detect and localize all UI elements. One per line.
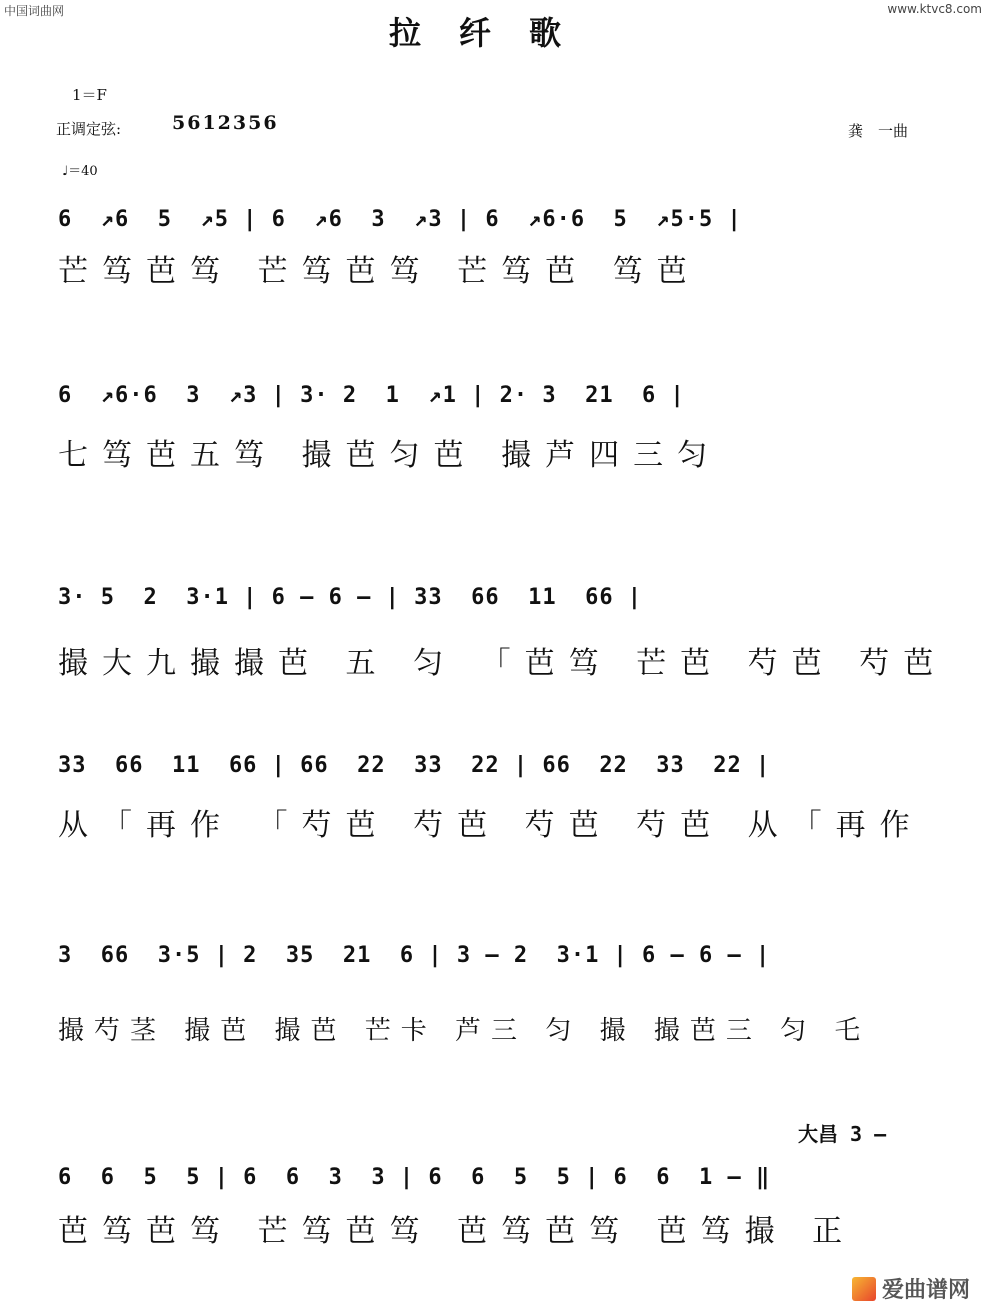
score-row-6 — [58, 1122, 948, 1270]
score-row-4 — [58, 728, 948, 848]
notation-line: 6 ↗6 5 ↗5 | 6 ↗6 3 ↗3 | 6 ↗6·6 5 ↗5·5 | — [58, 207, 742, 232]
tablature-line: 七笃芭五笃 撮芭匀芭 撮芦四三匀 — [58, 438, 722, 473]
score-row-5 — [58, 918, 948, 1048]
key-signature: 1＝F — [72, 86, 107, 104]
score-row-1 — [58, 182, 948, 292]
tuning-label: 正调定弦: — [56, 120, 122, 138]
score-row-3 — [58, 560, 948, 680]
tablature-line: 从「再作 「芍芭 芍芭 芍芭 芍芭 从「再作 — [58, 808, 924, 843]
tablature-line: 芒笃芭笃 芒笃芭笃 芒笃芭 笃芭 — [58, 254, 701, 289]
tablature-line: 撮大九撮撮芭 五 匀 「芭笃 芒芭 芍芭 芍芭 — [58, 646, 948, 681]
logo-text: 爱曲谱网 — [881, 1278, 970, 1303]
tuning-notes: 5612356 — [172, 112, 279, 134]
ending-annotation: 大昌 3 — — [798, 1122, 887, 1146]
tempo-marking: ♩＝40 — [62, 164, 98, 179]
notation-line: 33 66 11 66 | 66 22 33 22 | 66 22 33 22 | — [58, 753, 771, 778]
notation-line: 6 ↗6·6 3 ↗3 | 3· 2 1 ↗1 | 2· 3 21 6 | — [58, 383, 685, 408]
notation-line: 3· 5 2 3·1 | 6 — 6 — | 33 66 11 66 | — [58, 585, 643, 610]
logo-icon — [852, 1277, 876, 1301]
notation-line: 6 6 5 5 | 6 6 3 3 | 6 6 5 5 | 6 6 1 — ‖ — [58, 1165, 771, 1190]
notation-line: 3 66 3·5 | 2 35 21 6 | 3 — 2 3·1 | 6 — 6 — | — [58, 943, 771, 968]
watermark-left: 中国词曲网 — [4, 4, 65, 18]
tablature-line: 芭笃芭笃 芒笃芭笃 芭笃芭笃 芭笃撮 正 — [58, 1214, 857, 1249]
watermark-right: www.ktvc8.com — [887, 2, 982, 16]
site-logo — [852, 1273, 970, 1304]
tablature-line: 撮芍茎 撮芭 撮芭 芒卡 芦三 匀 撮 撮芭三 匀 乇 — [58, 1016, 871, 1046]
page-title: 拉纤歌 — [388, 14, 599, 52]
composer-credit: 龚 一曲 — [848, 122, 909, 140]
score-row-2 — [58, 358, 948, 473]
